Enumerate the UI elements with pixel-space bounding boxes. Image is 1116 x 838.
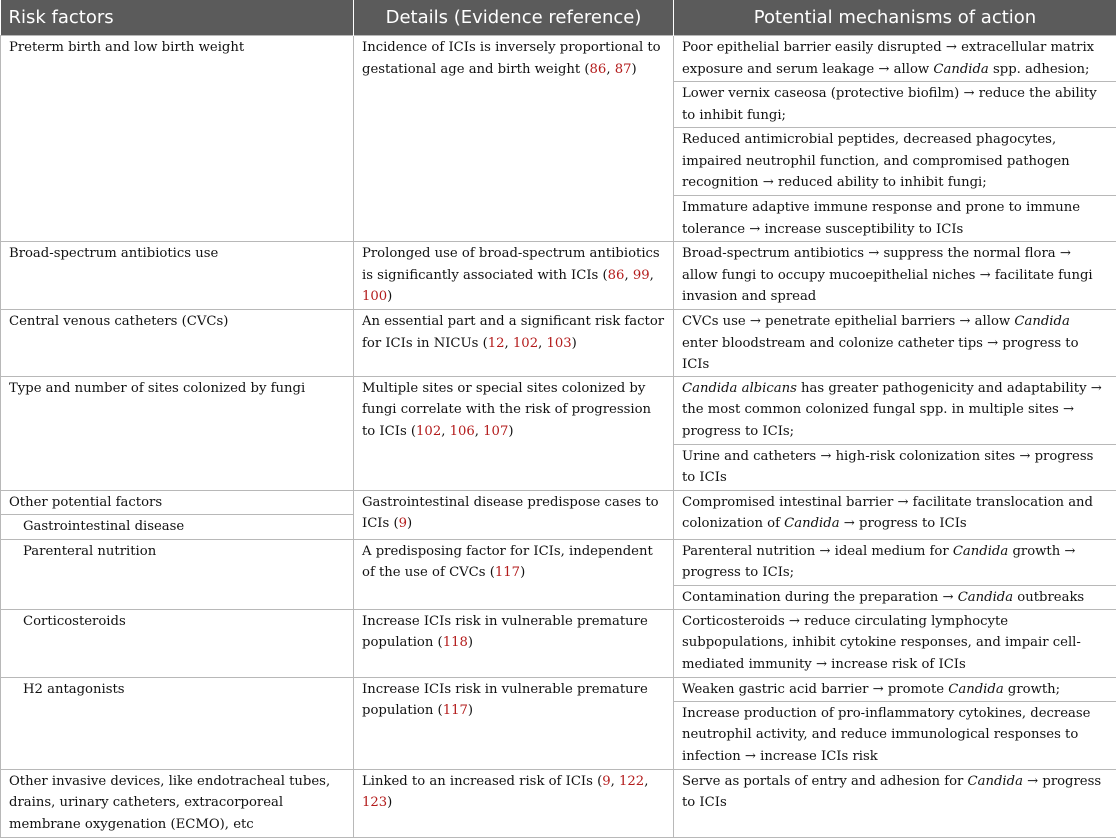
mechanism-cell: Poor epithelial barrier easily disrupted → extracellular matrix exposure and serum leakage → allow Candida spp. adhesion; bbox=[674, 36, 1116, 82]
reference-link[interactable]: 107 bbox=[483, 424, 508, 439]
table-row bbox=[1, 769, 1116, 837]
reference-link[interactable]: 117 bbox=[443, 703, 468, 718]
reference-link[interactable]: 102 bbox=[416, 424, 441, 439]
mechanism-cell: Reduced antimicrobial peptides, decreased phagocytes, impaired neutrophil function, and compromised pathogen recognition → reduced ability to inhibit fungi; bbox=[674, 128, 1116, 196]
reference-link[interactable]: 87 bbox=[615, 62, 632, 77]
detail-cell: Linked to an increased risk of ICIs (9, 122, 123) bbox=[354, 769, 674, 837]
reference-link[interactable]: 9 bbox=[602, 774, 610, 789]
table-row bbox=[1, 677, 1116, 701]
subfactor-cell: Gastrointestinal disease bbox=[1, 514, 354, 539]
header-mechanisms: Potential mechanisms of action bbox=[674, 0, 1116, 36]
reference-link[interactable]: 118 bbox=[443, 635, 468, 650]
factor-cell: Other invasive devices, like endotracheal tubes, drains, urinary catheters, extracorporeal membrane oxygenation (ECMO), etc bbox=[1, 769, 354, 837]
table-row bbox=[1, 376, 1116, 444]
factor-cell: Other potential factors bbox=[1, 490, 354, 514]
mechanism-cell: Increase production of pro-inflammatory cytokines, decrease neutrophil activity, and reduce immunological responses to infection → increase ICIs risk bbox=[674, 701, 1116, 769]
reference-link[interactable]: 86 bbox=[590, 62, 607, 77]
detail-cell: A predisposing factor for ICIs, independent of the use of CVCs (117) bbox=[354, 539, 674, 609]
reference-link[interactable]: 103 bbox=[546, 336, 571, 351]
header-details: Details (Evidence reference) bbox=[354, 0, 674, 36]
mechanism-cell: Urine and catheters → high-risk colonization sites → progress to ICIs bbox=[674, 444, 1116, 490]
reference-link[interactable]: 9 bbox=[399, 516, 407, 531]
reference-link[interactable]: 122 bbox=[619, 774, 644, 789]
reference-link[interactable]: 102 bbox=[513, 336, 538, 351]
reference-link[interactable]: 117 bbox=[495, 565, 520, 580]
mechanism-cell: Compromised intestinal barrier → facilitate translocation and colonization of Candida → progress to ICIs bbox=[674, 490, 1116, 539]
reference-link[interactable]: 86 bbox=[608, 268, 625, 283]
mechanism-cell: Candida albicans has greater pathogenicity and adaptability → the most common colonized fungal spp. in multiple sites → progress to ICIs; bbox=[674, 376, 1116, 444]
reference-link[interactable]: 12 bbox=[488, 336, 505, 351]
detail-cell: Incidence of ICIs is inversely proportional to gestational age and birth weight (86, 87) bbox=[354, 36, 674, 242]
header-row bbox=[1, 0, 1116, 36]
mechanism-cell: CVCs use → penetrate epithelial barriers → allow Candida enter bloodstream and colonize catheter tips → progress to ICIs bbox=[674, 310, 1116, 377]
subfactor-cell: Parenteral nutrition bbox=[1, 539, 354, 609]
detail-cell: Prolonged use of broad-spectrum antibiotics is significantly associated with ICIs (86, 99, 100) bbox=[354, 242, 674, 310]
detail-cell: Increase ICIs risk in vulnerable premature population (117) bbox=[354, 677, 674, 769]
detail-cell: Increase ICIs risk in vulnerable premature population (118) bbox=[354, 609, 674, 677]
header-risk-factors: Risk factors bbox=[1, 0, 354, 36]
factor-cell: Central venous catheters (CVCs) bbox=[1, 310, 354, 377]
mechanism-cell: Weaken gastric acid barrier → promote Candida growth; bbox=[674, 677, 1116, 701]
table-row bbox=[1, 609, 1116, 677]
mechanism-cell: Parenteral nutrition → ideal medium for Candida growth → progress to ICIs; bbox=[674, 539, 1116, 585]
mechanism-cell: Serve as portals of entry and adhesion for Candida → progress to ICIs bbox=[674, 769, 1116, 837]
table-row bbox=[1, 310, 1116, 377]
factor-cell: Broad-spectrum antibiotics use bbox=[1, 242, 354, 310]
mechanism-cell: Broad-spectrum antibiotics → suppress the normal flora → allow fungi to occupy mucoepithelial niches → facilitate fungi invasion and spread bbox=[674, 242, 1116, 310]
factor-cell: Preterm birth and low birth weight bbox=[1, 36, 354, 242]
reference-link[interactable]: 99 bbox=[633, 268, 650, 283]
mechanism-cell: Immature adaptive immune response and prone to immune tolerance → increase susceptibility to ICIs bbox=[674, 196, 1116, 242]
mechanism-cell: Contamination during the preparation → Candida outbreaks bbox=[674, 585, 1116, 609]
subfactor-cell: H2 antagonists bbox=[1, 677, 354, 769]
detail-cell: An essential part and a significant risk factor for ICIs in NICUs (12, 102, 103) bbox=[354, 310, 674, 377]
reference-link[interactable]: 100 bbox=[362, 289, 387, 304]
reference-link[interactable]: 106 bbox=[450, 424, 475, 439]
subfactor-cell: Corticosteroids bbox=[1, 609, 354, 677]
factor-cell: Type and number of sites colonized by fungi bbox=[1, 376, 354, 490]
detail-cell: Multiple sites or special sites colonized by fungi correlate with the risk of progression to ICIs (102, 106, 107) bbox=[354, 376, 674, 490]
mechanism-cell: Corticosteroids → reduce circulating lymphocyte subpopulations, inhibit cytokine responses, and impair cell-mediated immunity → increase risk of ICIs bbox=[674, 609, 1116, 677]
detail-cell: Gastrointestinal disease predispose cases to ICIs (9) bbox=[354, 490, 674, 539]
mechanism-cell: Lower vernix caseosa (protective biofilm) → reduce the ability to inhibit fungi; bbox=[674, 82, 1116, 128]
table-row bbox=[1, 36, 1116, 82]
table-row bbox=[1, 490, 1116, 514]
table-row bbox=[1, 242, 1116, 310]
table-row bbox=[1, 539, 1116, 585]
reference-link[interactable]: 123 bbox=[362, 795, 387, 810]
